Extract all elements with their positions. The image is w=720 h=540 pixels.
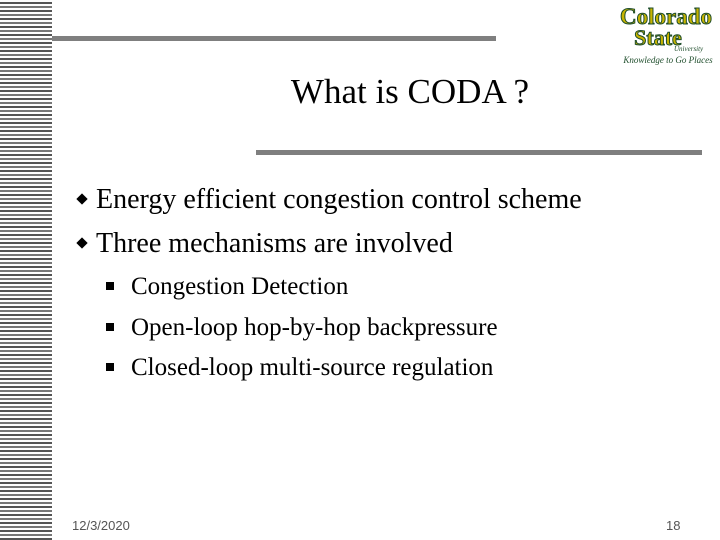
title-rule-top [52,36,496,41]
bullet-text: Energy efficient congestion control scheme [96,184,582,215]
diamond-bullet-icon [76,193,87,204]
square-bullet-icon [106,363,114,371]
sub-bullet-item [106,272,348,302]
logo-tagline: Knowledge to Go Places [623,55,713,65]
sub-bullet-text: Closed-loop multi-source regulation [131,354,494,381]
bullet-item [78,227,453,261]
slide-title: What is CODA ? [290,72,530,111]
bullet-text: Three mechanisms are involved [96,228,453,259]
csu-logo [610,0,720,66]
square-bullet-icon [106,282,114,290]
bullet-item [78,183,582,217]
title-rule-bottom [256,150,702,155]
logo-line3: University [674,45,704,53]
logo-line1: Colorado [620,4,712,29]
diamond-bullet-icon [76,237,87,248]
sub-bullet-text: Open-loop hop-by-hop backpressure [131,314,498,341]
page-number: 18 [666,518,681,533]
logo-line2: State [634,25,682,50]
sub-bullet-item [106,313,498,343]
sub-bullet-text: Congestion Detection [131,273,349,300]
sub-bullet-item [106,353,493,383]
footer-date: 12/3/2020 [72,518,130,533]
square-bullet-icon [106,323,114,331]
